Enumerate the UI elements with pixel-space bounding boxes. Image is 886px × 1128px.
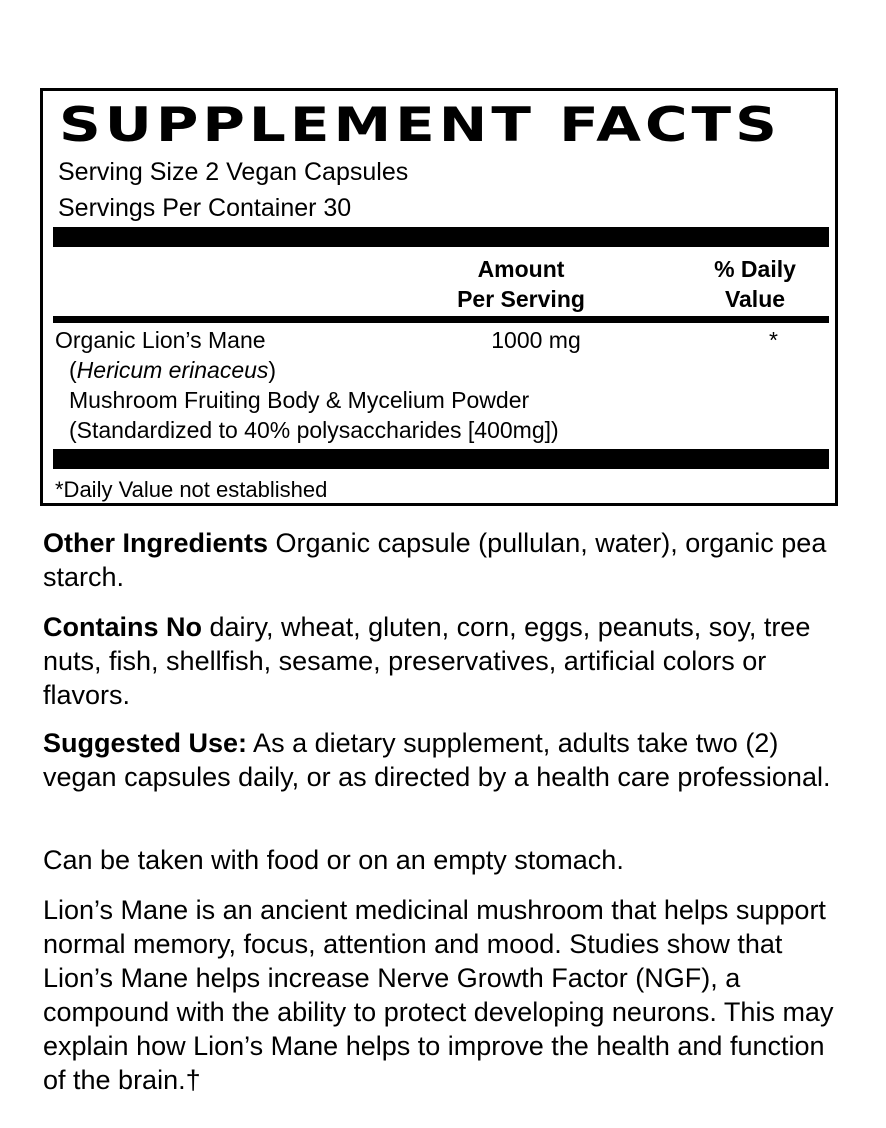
thick-divider-top	[53, 227, 829, 247]
supplement-facts-panel	[40, 88, 838, 506]
ingredient-amount: 1000 mg	[491, 327, 581, 353]
column-header-amount-line1: Amount	[477, 256, 565, 282]
product-description: Lion’s Mane is an ancient medicinal mushroom that helps support normal memory, focus, attention and mood. Studies show that Lion’s Mane helps increase Nerve Growth Factor (NGF), a compound with the ability to protect developing neurons. This may explain how Lion’s Mane helps to improve the health and function of the brain.†	[43, 895, 834, 1095]
ingredient-latin-name	[69, 355, 276, 385]
suggested-use-text: As a dietary supplement, adults take two (2) vegan capsules daily, or as directed by a health care professional.	[43, 728, 831, 792]
latin-close-paren: )	[268, 357, 277, 383]
column-header-amount	[431, 254, 611, 314]
servings-per-container: Servings Per Container 30	[58, 194, 352, 222]
contains-no	[43, 610, 843, 712]
serving-size: Serving Size 2 Vegan Capsules	[58, 158, 409, 186]
other-ingredients-label: Other Ingredients	[43, 528, 269, 558]
latin-name-text: Hericum erinaceus	[76, 357, 269, 383]
contains-no-label: Contains No	[43, 612, 202, 642]
daily-value-footnote: *Daily Value not established	[55, 477, 328, 502]
column-header-daily-line1: % Daily	[714, 256, 796, 282]
other-ingredients-text: Organic capsule (pullulan, water), organic pea starch.	[43, 528, 827, 592]
suggested-use-label: Suggested Use:	[43, 728, 248, 758]
panel-title: SUPPLEMENT FACTS	[59, 96, 781, 153]
column-header-amount-line2: Per Serving	[457, 286, 585, 312]
ingredient-form: Mushroom Fruiting Body & Mycelium Powder	[69, 387, 530, 413]
thick-divider-bottom	[53, 449, 829, 469]
suggested-use	[43, 726, 843, 794]
column-header-daily-line2: Value	[724, 286, 786, 312]
food-note: Can be taken with food or on an empty stomach.	[43, 845, 624, 875]
thin-divider	[53, 316, 829, 323]
other-ingredients	[43, 526, 843, 594]
column-header-daily-value	[683, 254, 827, 314]
latin-open-paren: (	[69, 357, 77, 383]
ingredient-standardization: (Standardized to 40% polysaccharides [400mg])	[69, 417, 559, 443]
ingredient-name: Organic Lion’s Mane	[55, 327, 266, 353]
ingredient-daily-value: *	[769, 327, 778, 353]
contains-no-text: dairy, wheat, gluten, corn, eggs, peanuts, soy, tree nuts, fish, shellfish, sesame, preservatives, artificial colors or flavors.	[43, 612, 811, 710]
